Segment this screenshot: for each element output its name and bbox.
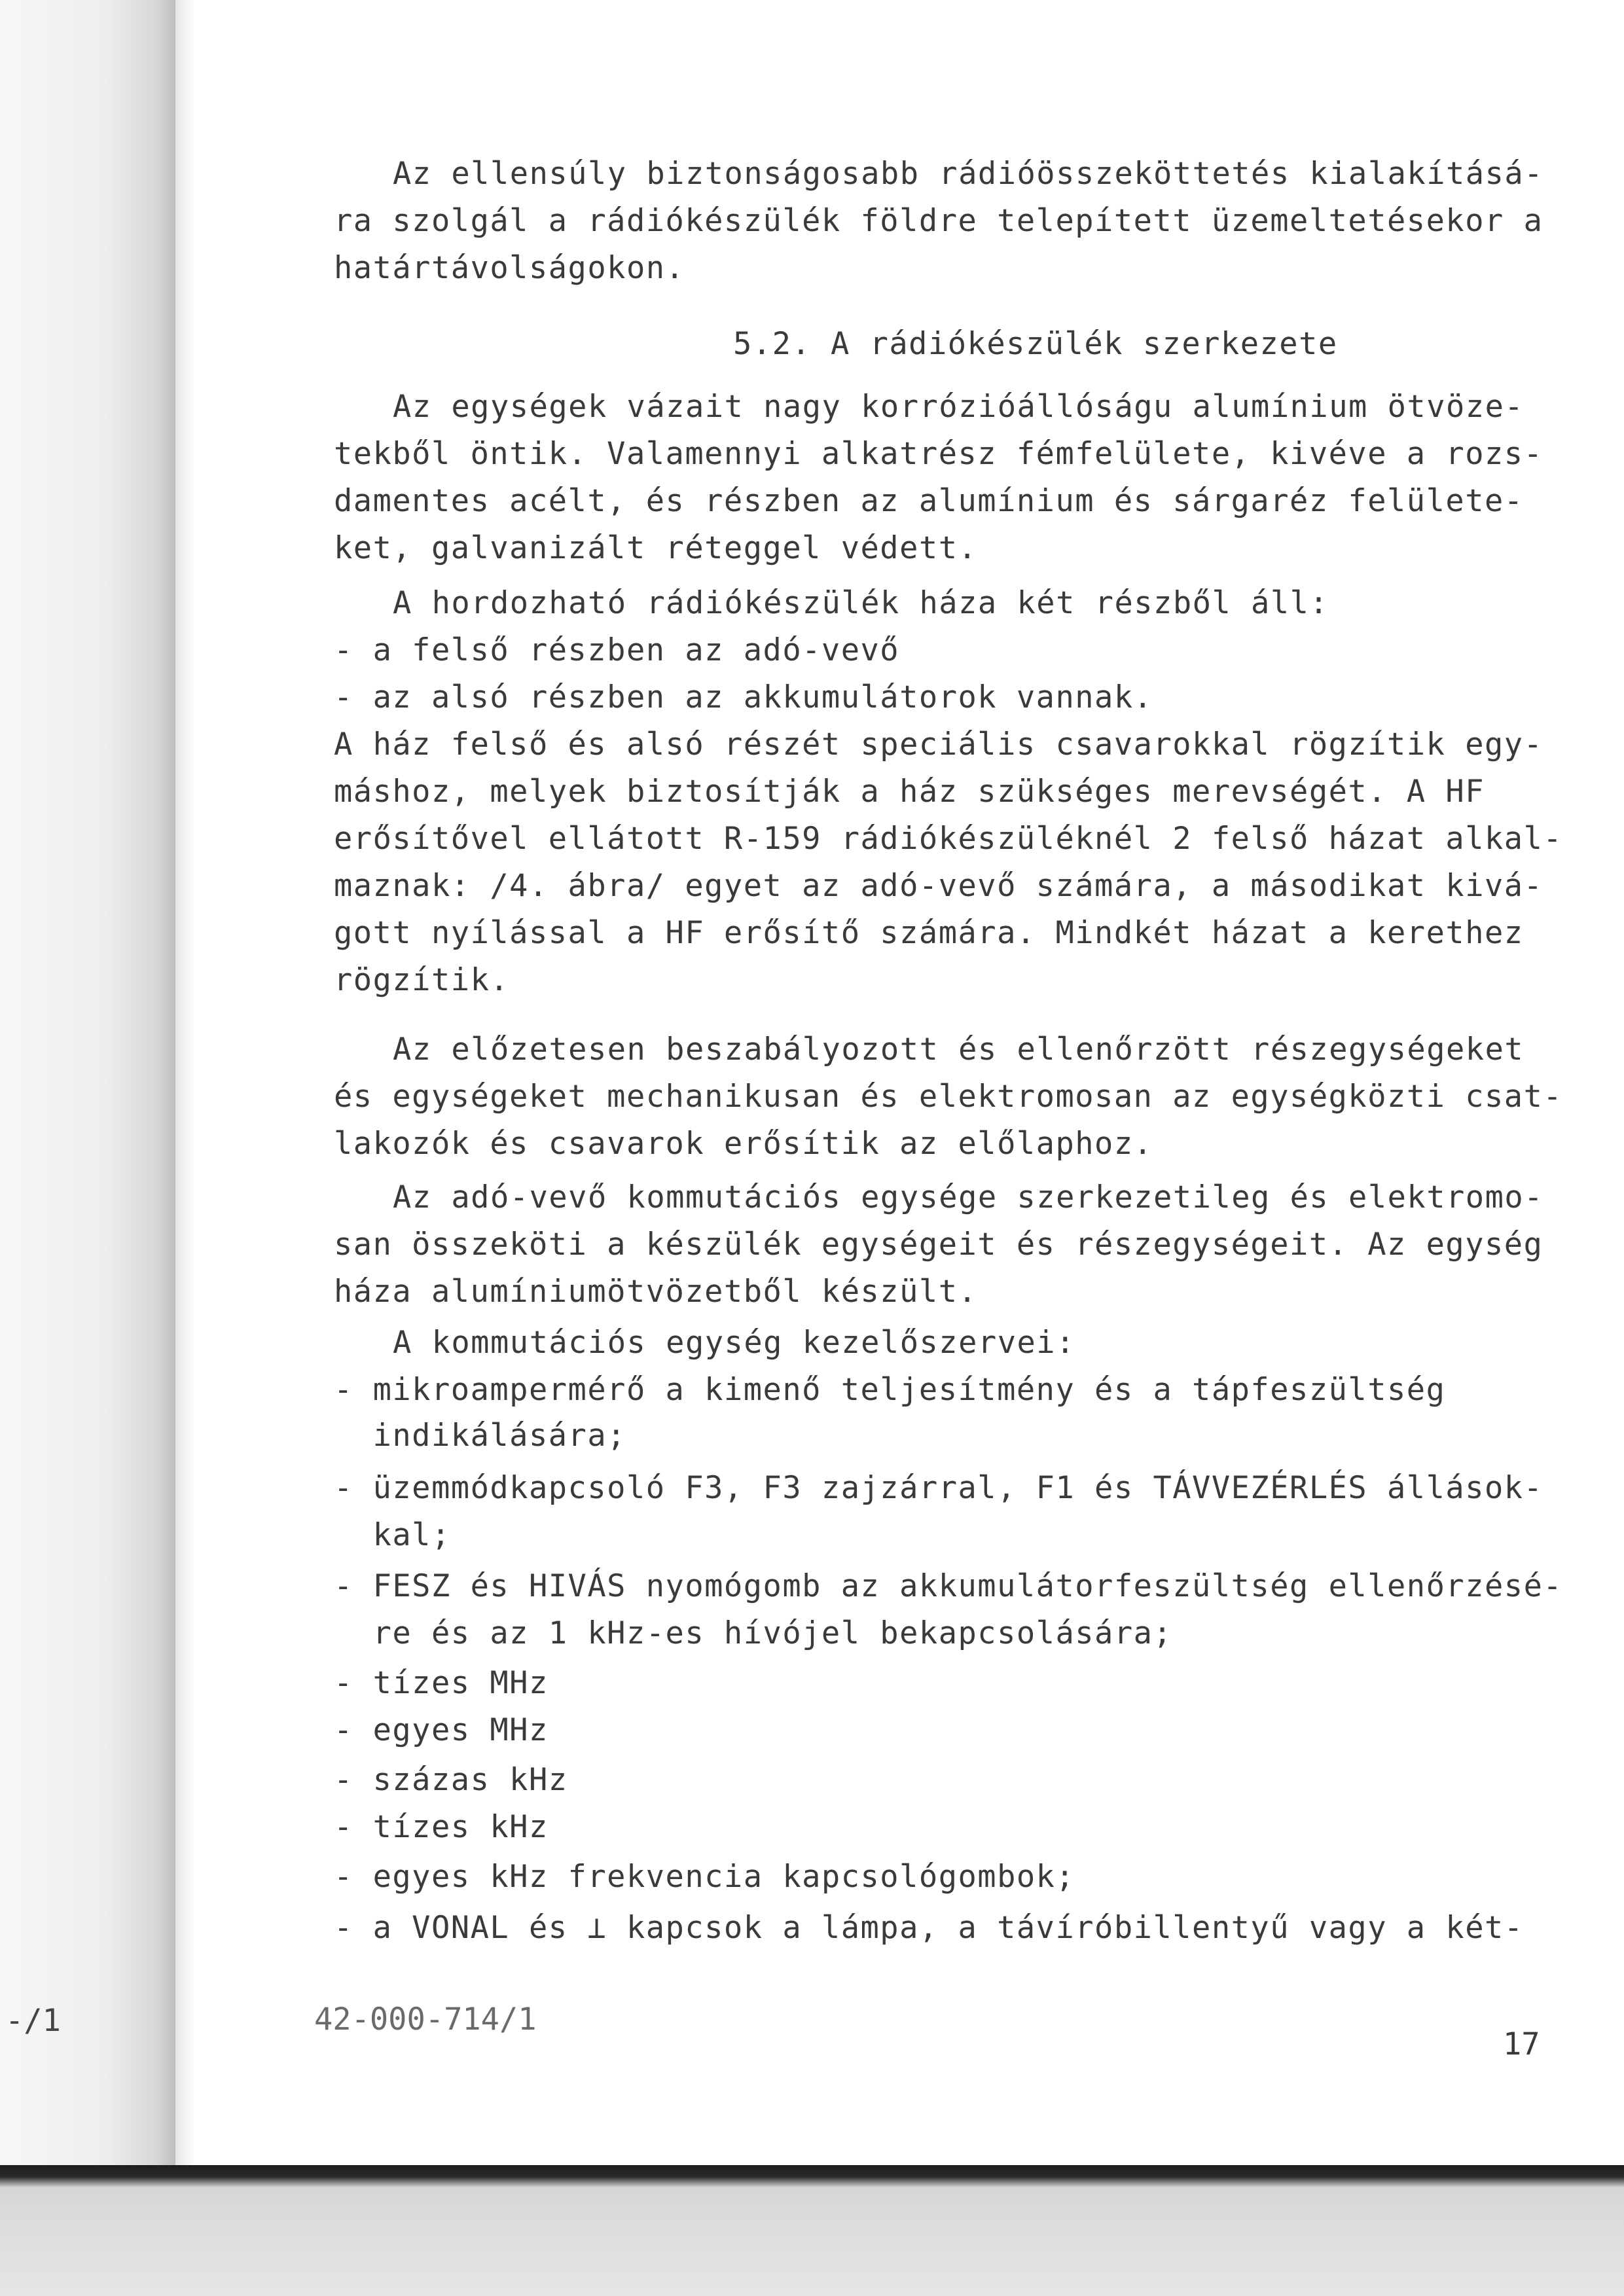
text-line: damentes acélt, és részben az alumínium és sárgaréz felülete- bbox=[334, 483, 1524, 519]
text-line: ket, galvanizált réteggel védett. bbox=[334, 530, 978, 566]
text-line: Az előzetesen beszabályozott és ellenőrzött részegységeket bbox=[393, 1031, 1525, 1067]
list-item: - tízes MHz bbox=[334, 1665, 549, 1701]
text-line: san összeköti a készülék egységeit és részegységeit. Az egység bbox=[334, 1227, 1543, 1263]
page-gutter bbox=[0, 0, 175, 2166]
list-item: - üzemmódkapcsoló F3, F3 zajzárral, F1 és TÁVVEZÉRLÉS állások- bbox=[334, 1470, 1543, 1506]
list-item: - a felső részben az adó-vevő bbox=[334, 632, 900, 668]
text-line: Az egységek vázait nagy korrózióállóságu alumínium ötvöze- bbox=[393, 389, 1525, 425]
list-item: - tízes kHz bbox=[334, 1809, 549, 1845]
list-item: - mikroampermérő a kimenő teljesítmény és a tápfeszültség bbox=[334, 1372, 1446, 1408]
gutter-shadow bbox=[175, 0, 195, 2166]
text-line: Az adó-vevő kommutációs egysége szerkezetileg és elektromo- bbox=[393, 1179, 1543, 1215]
text-line: A hordozható rádiókészülék háza két részből áll: bbox=[393, 585, 1329, 621]
text-line: rögzítik. bbox=[334, 962, 510, 998]
text-line: A ház felső és alsó részét speciális csavarokkal rögzítik egy- bbox=[334, 726, 1543, 762]
list-item: - a VONAL és ⊥ kapcsok a lámpa, a távíróbillentyű vagy a két- bbox=[334, 1910, 1524, 1946]
margin-mark: -/1 bbox=[5, 2003, 61, 2039]
document-code: 42-000-714/1 bbox=[314, 2001, 537, 2037]
list-item: - az alsó részben az akkumulátorok vannak. bbox=[334, 679, 1153, 715]
text-line: tekből öntik. Valamennyi alkatrész fémfelülete, kivéve a rozs- bbox=[334, 436, 1543, 472]
list-item: - százas kHz bbox=[334, 1762, 568, 1798]
list-item: - FESZ és HIVÁS nyomógomb az akkumulátorfeszültség ellenőrzésé- bbox=[334, 1568, 1563, 1604]
text-line: háza alumíniumötvözetből készült. bbox=[334, 1274, 978, 1310]
list-item: - egyes kHz frekvencia kapcsológombok; bbox=[334, 1859, 1075, 1895]
scan-bottom-edge bbox=[0, 2165, 1624, 2296]
list-item-continuation: re és az 1 kHz-es hívójel bekapcsolására; bbox=[334, 1615, 1173, 1651]
list-item: - egyes MHz bbox=[334, 1712, 549, 1748]
text-line: maznak: /4. ábra/ egyet az adó-vevő számára, a másodikat kivá- bbox=[334, 868, 1543, 904]
text-line: lakozók és csavarok erősítik az előlaphoz. bbox=[334, 1126, 1153, 1162]
text-line: gott nyílással a HF erősítő számára. Mindkét házat a kerethez bbox=[334, 915, 1524, 951]
page-number: 17 bbox=[1503, 2026, 1540, 2062]
text-line: erősítővel ellátott R-159 rádiókészüléknél 2 felső házat alkal- bbox=[334, 821, 1563, 857]
text-line: A kommutációs egység kezelőszervei: bbox=[393, 1325, 1075, 1361]
text-line: és egységeket mechanikusan és elektromosan az egységközti csat- bbox=[334, 1079, 1563, 1115]
text-line: határtávolságokon. bbox=[334, 250, 685, 286]
section-heading: 5.2. A rádiókészülék szerkezete bbox=[733, 326, 1338, 362]
text-line: máshoz, melyek biztosítják a ház szükséges merevségét. A HF bbox=[334, 774, 1485, 810]
list-item-continuation: indikálására; bbox=[334, 1418, 626, 1454]
list-item-continuation: kal; bbox=[334, 1517, 451, 1553]
text-line: Az ellensúly biztonságosabb rádióösszeköttetés kialakításá- bbox=[393, 156, 1543, 192]
text-line: ra szolgál a rádiókészülék földre telepített üzemeltetésekor a bbox=[334, 203, 1543, 239]
